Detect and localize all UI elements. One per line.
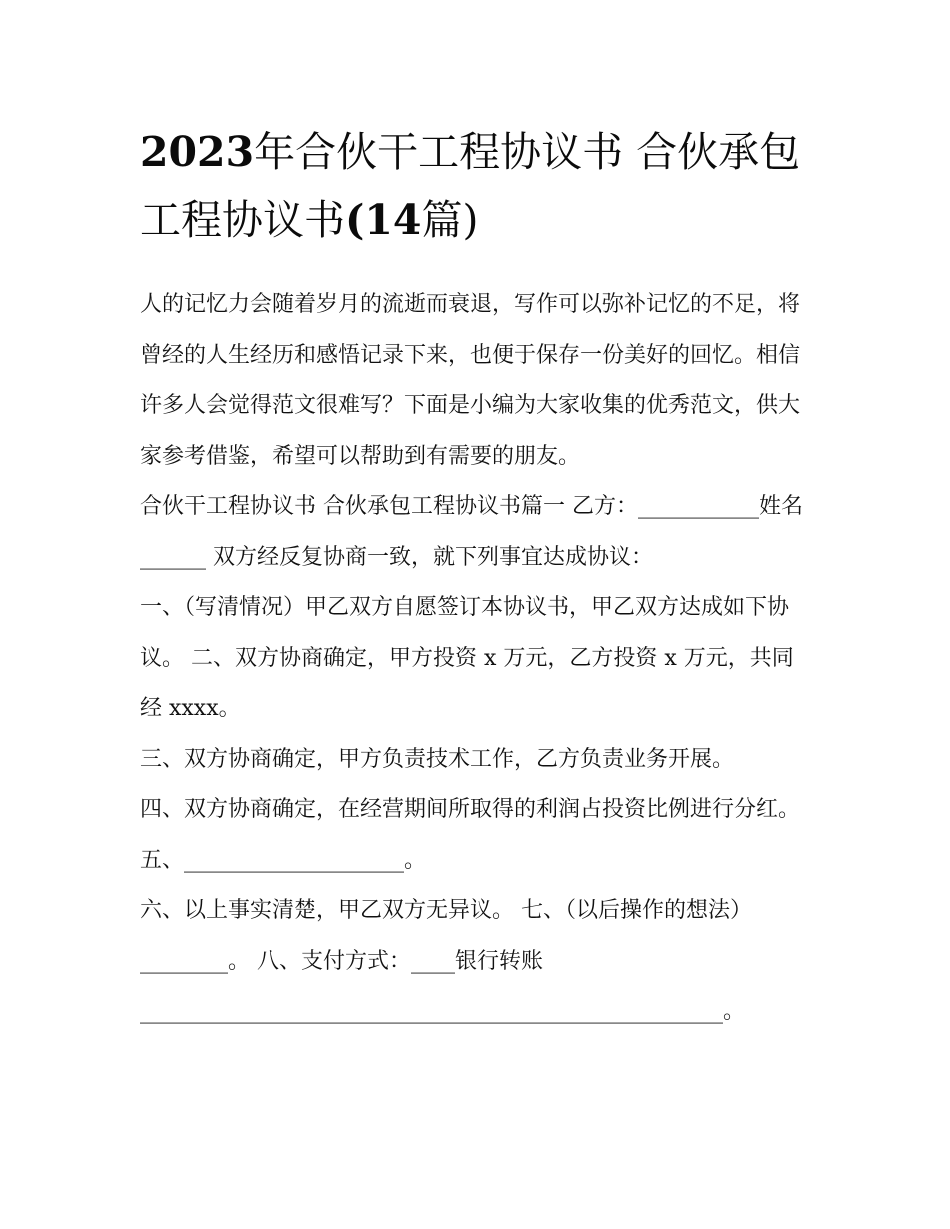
document-body: [140, 118, 812, 1038]
intro-paragraph: 人的记忆力会随着岁月的流逝而衰退，写作可以弥补记忆的不足，将曾经的人生经历和感悟记录下来，也便于保存一份美好的回忆。相信许多人会觉得范文很难写？下面是小编为大家收集的优秀范文，供大家参考借鉴，希望可以帮助到有需要的朋友。: [140, 292, 801, 469]
title-year: 2023: [140, 128, 255, 176]
title-text-suffix: 篇): [421, 196, 479, 244]
clause-six-seven-eight: 六、以上事实清楚，甲乙双方无异议。 七、（以后操作的想法）________。 八、支付方式：____银行转账_____________________________________________________。: [140, 898, 752, 1024]
title-text-main: 年合伙干工程协议书 合伙承包工程协议书: [140, 128, 801, 244]
clause-one-two: 一、（写清情况）甲乙双方自愿签订本协议书，甲乙双方达成如下协议。 二、双方协商确定，甲方投资 x 万元，乙方投资 x 万元，共同经 xxxx。: [140, 595, 794, 721]
title-count: (14: [345, 196, 422, 244]
clause-three: 三、双方协商确定，甲方负责技术工作，乙方负责业务开展。: [140, 746, 735, 772]
document-title: [140, 118, 812, 254]
clause-four-five: 四、双方协商确定，在经营期间所取得的利润占投资比例进行分红。 五、____________________。: [140, 797, 801, 873]
agreement-opening: 合伙干工程协议书 合伙承包工程协议书篇一 乙方：___________姓名______ 双方经反复协商一致，就下列事宜达成协议：: [140, 494, 803, 570]
